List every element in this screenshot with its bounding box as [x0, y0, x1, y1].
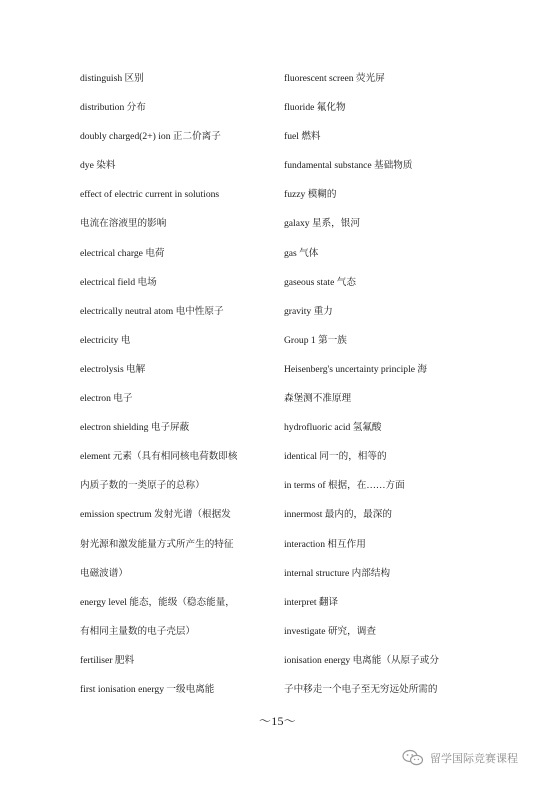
- glossary-line: distribution 分布: [80, 102, 146, 114]
- glossary-line: gaseous state 气态: [284, 276, 356, 288]
- glossary-line: ionisation energy 电离能（从原子或分: [284, 654, 439, 666]
- glossary-line: 电流在溶液里的影响: [80, 218, 167, 230]
- glossary-line: identical 同一的，相等的: [284, 451, 387, 463]
- glossary-line: distinguish 区别: [80, 73, 144, 84]
- glossary-line: effect of electric current in solutions: [80, 189, 220, 201]
- glossary-line: dye 染料: [80, 160, 116, 172]
- watermark-text: 留学国际竞赛课程: [430, 752, 518, 765]
- glossary-line: electrically neutral atom 电中性原子: [80, 305, 224, 317]
- glossary-line: electricity 电: [80, 334, 131, 346]
- glossary-line: fluoride 氟化物: [284, 102, 346, 114]
- glossary-line: electrical charge 电荷: [80, 247, 165, 259]
- glossary-line: element 元素（具有相同核电荷数即核: [80, 451, 238, 463]
- glossary-line: first ionisation energy 一级电离能: [80, 683, 215, 695]
- glossary-line: electron shielding 电子屏蔽: [80, 422, 190, 434]
- glossary-line: fuel 燃料: [284, 131, 321, 143]
- glossary-line: galaxy 星系，银河: [284, 218, 360, 230]
- glossary-line: in terms of 根据，在……方面: [284, 480, 405, 492]
- glossary-line: interaction 相互作用: [284, 538, 366, 550]
- glossary-line: Group 1 第一族: [284, 334, 347, 346]
- glossary-line: 射光源和激发能量方式所产生的特征: [80, 538, 234, 550]
- wechat-icon: [402, 749, 424, 767]
- glossary-line: electron 电子: [80, 393, 133, 405]
- glossary-line: electrical field 电场: [80, 276, 157, 288]
- glossary-line: 子中移走一个电子至无穷远处所需的: [284, 683, 438, 695]
- glossary-line: fluorescent screen 荧光屏: [284, 73, 385, 84]
- glossary-line: doubly charged(2+) ion 正二价离子: [80, 131, 221, 143]
- glossary-line: 电磁波谱）: [80, 567, 128, 579]
- glossary-line: hydrofluoric acid 氢氟酸: [284, 422, 382, 434]
- glossary-line: electrolysis 电解: [80, 363, 146, 375]
- glossary-line: 森堡测不准原理: [284, 393, 352, 405]
- glossary-line: gravity 重力: [284, 305, 333, 317]
- glossary-line: fundamental substance 基础物质: [284, 160, 413, 172]
- glossary-line: gas 气体: [284, 247, 319, 259]
- glossary-line: interpret 翻译: [284, 596, 339, 608]
- glossary-line: energy level 能态，能级（稳态能量，: [80, 596, 235, 608]
- glossary-line: internal structure 内部结构: [284, 567, 391, 579]
- glossary-line: emission spectrum 发射光谱（根据发: [80, 509, 231, 521]
- left-column: [80, 64, 275, 704]
- glossary-line: Heisenberg's uncertainty principle 海: [284, 363, 428, 375]
- right-column: [284, 64, 474, 704]
- glossary-line: fuzzy 模糊的: [284, 189, 337, 201]
- glossary-line: innermost 最内的，最深的: [284, 509, 392, 521]
- glossary-line: 内质子数的一类原子的总称）: [80, 480, 205, 492]
- page-number: ～15～: [258, 714, 297, 728]
- glossary-line: fertiliser 肥料: [80, 654, 135, 666]
- glossary-line: 有相同主量数的电子壳层）: [80, 625, 196, 637]
- glossary-line: investigate 研究，调查: [284, 625, 376, 637]
- watermark: [402, 748, 518, 768]
